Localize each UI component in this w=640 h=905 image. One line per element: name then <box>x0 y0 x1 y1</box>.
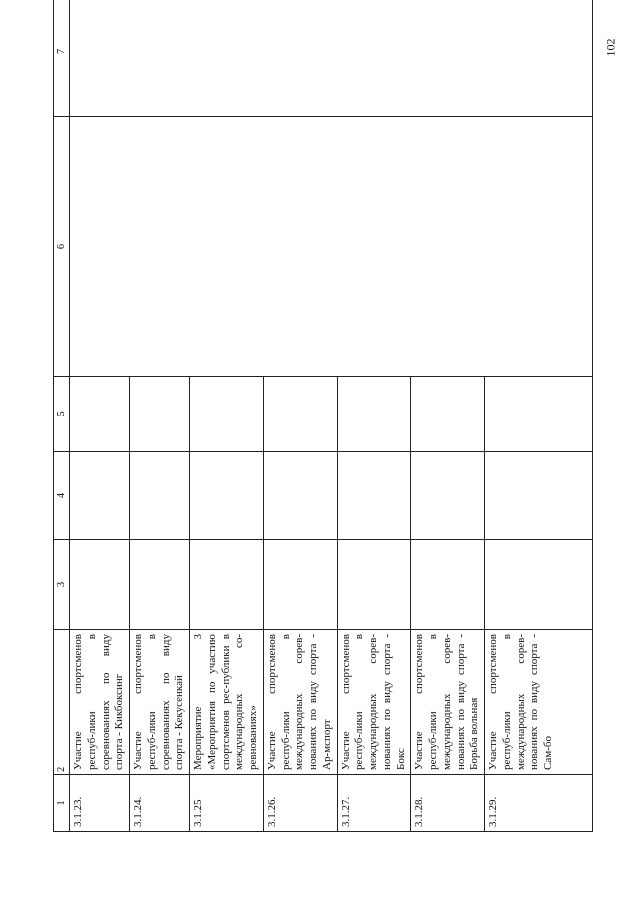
empty-cell <box>337 377 411 452</box>
empty-cell <box>337 540 411 630</box>
row-description: Участие спортсменов респуб-лики в международных сорев-нованиях по виду спорта - Ар-мспорт <box>263 630 337 775</box>
header-col-7: 7 <box>54 0 70 117</box>
empty-cell <box>190 377 264 452</box>
empty-cell <box>263 377 337 452</box>
empty-cell <box>263 540 337 630</box>
empty-cell <box>411 540 485 630</box>
row-description: Участие спортсменов респуб-лики в соревнованиях по виду спорта - Кикбоксинг <box>70 630 130 775</box>
empty-cell <box>130 452 190 540</box>
row-number: 3.1.25 <box>190 775 264 832</box>
header-col-5: 5 <box>54 377 70 452</box>
empty-cell <box>411 377 485 452</box>
row-description: Участие спортсменов респуб-лики в международных сорев-нованиях по виду спорта - Сам-бо <box>485 630 593 775</box>
empty-cell <box>190 452 264 540</box>
empty-cell <box>70 540 130 630</box>
empty-cell-col-7 <box>70 0 593 117</box>
row-number: 3.1.28. <box>411 775 485 832</box>
empty-cell <box>190 540 264 630</box>
empty-cell-col-6 <box>70 117 593 377</box>
header-col-1: 1 <box>54 775 70 832</box>
row-description: Мероприятие 3 «Мероприятия по участию спортсменов рес-публики в международных со-ревнованиях» <box>190 630 264 775</box>
row-description: Участие спортсменов респуб-лики в соревнованиях по виду спорта - Кекусенкай <box>130 630 190 775</box>
row-number: 3.1.23. <box>70 775 130 832</box>
empty-cell <box>130 540 190 630</box>
header-row <box>54 0 70 832</box>
rotated-table-frame <box>53 22 583 832</box>
row-description: Участие спортсменов респуб-лики в международных сорев-нованиях по виду спорта - Бокс <box>337 630 411 775</box>
empty-cell <box>70 377 130 452</box>
page-number: 102 <box>603 38 618 57</box>
header-col-2: 2 <box>54 630 70 775</box>
empty-cell <box>485 452 593 540</box>
row-number: 3.1.27. <box>337 775 411 832</box>
table-row <box>70 0 130 832</box>
row-number: 3.1.26. <box>263 775 337 832</box>
empty-cell <box>70 452 130 540</box>
empty-cell <box>485 377 593 452</box>
row-number: 3.1.29. <box>485 775 593 832</box>
empty-cell <box>337 452 411 540</box>
header-col-3: 3 <box>54 540 70 630</box>
rotated-table-area <box>53 22 583 832</box>
empty-cell <box>485 540 593 630</box>
program-table <box>53 0 593 832</box>
empty-cell <box>411 452 485 540</box>
header-col-4: 4 <box>54 452 70 540</box>
empty-cell <box>130 377 190 452</box>
empty-cell <box>263 452 337 540</box>
header-col-6: 6 <box>54 117 70 377</box>
row-number: 3.1.24. <box>130 775 190 832</box>
row-description: Участие спортсменов респуб-лики в международных сорев-нованиях по виду спорта - Борьба вольная <box>411 630 485 775</box>
